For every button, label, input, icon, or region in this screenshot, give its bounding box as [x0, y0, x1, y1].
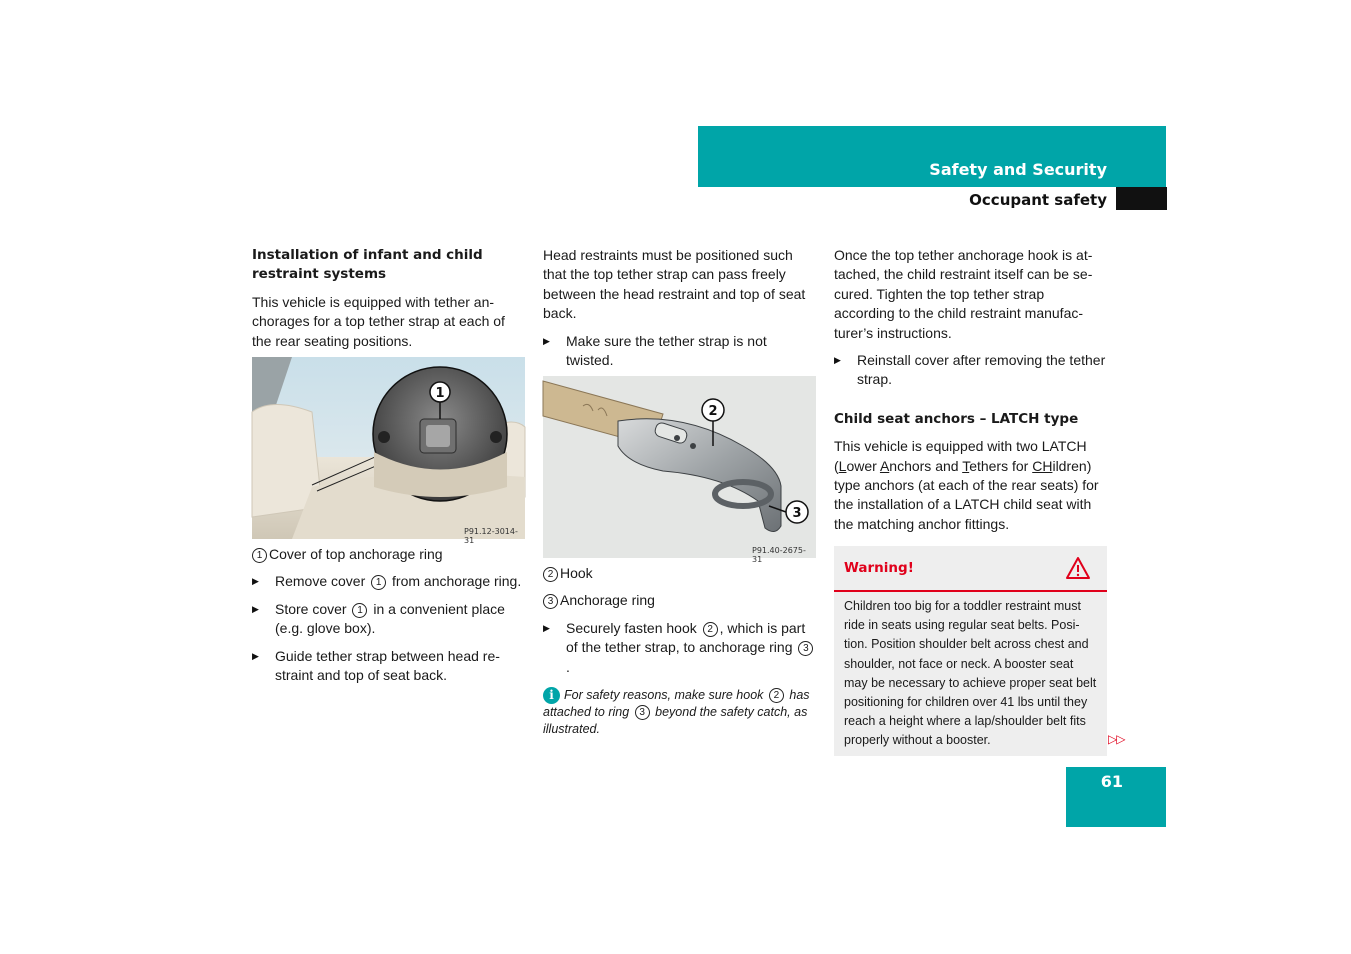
step-check-strap: ▶ Make sure the tether strap is not twisted. [543, 332, 817, 371]
step-text: , which is part of the tether strap, to anchorage ring [566, 619, 806, 656]
column-2-lower [543, 564, 817, 738]
info-text: beyond the safety catch, as illustrated. [543, 705, 808, 737]
latch-heading: Child seat anchors – LATCH type [834, 410, 1079, 427]
warning-header [834, 546, 1107, 592]
step-remove-cover [252, 572, 526, 591]
column-2 [543, 246, 817, 378]
legend-item-2 [543, 564, 817, 583]
hook-illustration [543, 376, 816, 558]
intro-paragraph: Head restraints must be positioned such that the top tether strap can pass freely between the head restraint and top of seat back. [543, 247, 806, 322]
intro-paragraph: Once the top tether anchorage hook is at-tached, the child restraint itself can be se-cured. Tighten the top tether strap according to the child restraint manufac-turer’s instructions. [834, 247, 1093, 341]
latch-text: ethers for [969, 457, 1033, 474]
column-3 [834, 246, 1108, 542]
section-title: Safety and Security [929, 160, 1107, 179]
column-1 [252, 246, 526, 359]
warning-text: Children too big for a toddler restraint must ride in seats using regular seat belts. Posi-tion. Position shoulder belt across chest and shoulder, not face or neck. A booster seat may be necessary to achieve proper seat belt positioning for children over 41 lbs until they reach a height where a lap/shoulder belt fits properly without a booster. [844, 599, 1097, 748]
callout-number: 1 [352, 603, 367, 618]
step-text: from anchorage ring. [392, 573, 522, 590]
callout-number: 3 [798, 641, 813, 656]
callout-number: 2 [703, 622, 718, 637]
section-heading: Installation of infant and child restraint systems [252, 247, 483, 283]
callout-number: 1 [252, 548, 267, 563]
latch-text: L [838, 457, 847, 474]
figure-hook [543, 376, 816, 564]
page-number: 61 [1100, 772, 1123, 791]
callout-number: 3 [543, 594, 558, 609]
latch-text: A [879, 457, 890, 474]
legend-item-1 [252, 545, 526, 564]
step-text: Securely fasten hook [566, 619, 697, 636]
svg-text:3: 3 [792, 506, 802, 521]
legend-text: Anchorage ring [560, 592, 655, 609]
legend-item-3 [543, 591, 817, 610]
callout-number: 2 [769, 688, 784, 703]
step-fasten-hook [543, 619, 817, 677]
warning-triangle-icon [1065, 556, 1091, 580]
step-text: . [566, 658, 570, 675]
step-guide-strap: ▶ Guide tether strap between head re-straint and top of seat back. [252, 647, 526, 686]
figure-code: P91.12-3014-31 [464, 527, 518, 545]
step-text: in a convenient place (e.g. glove box). [275, 600, 505, 637]
step-text: Remove cover [275, 573, 366, 590]
intro-paragraph: This vehicle is equipped with tether an-chorages for a top tether strap at each of the rear seating positions. [252, 293, 505, 349]
step-text: Store cover [275, 600, 347, 617]
callout-number: 2 [543, 567, 558, 582]
figure-code: P91.40-2675-31 [752, 546, 806, 564]
step-store-cover [252, 600, 526, 639]
warning-box [834, 546, 1107, 756]
subsection-marker [1116, 187, 1167, 210]
column-1-lower [252, 545, 526, 693]
latch-text: T [962, 457, 970, 474]
latch-text: CH [1032, 457, 1053, 474]
anchorage-cover-illustration [252, 357, 525, 539]
info-icon: i [543, 687, 560, 704]
legend-text: Cover of top anchorage ring [269, 546, 443, 562]
step-reinstall-cover: ▶ Reinstall cover after removing the tether strap. [834, 351, 1108, 390]
latch-text: ower [846, 457, 880, 474]
latch-text: nchors and [889, 457, 963, 474]
svg-text:1: 1 [435, 386, 445, 401]
warning-title: Warning! [844, 560, 914, 576]
figure-anchorage-cover [252, 357, 525, 545]
latch-text: ildren) type anchors (at each of the rear seats) for the installation of a LATCH child seat with the matching anchor fittings. [834, 457, 1099, 532]
latch-text: This vehicle is equipped with two LATCH ( [834, 438, 1087, 474]
info-text: has attached to ring [543, 688, 810, 720]
callout-number: 3 [635, 705, 650, 720]
subsection-title: Occupant safety [969, 191, 1107, 209]
info-text: For safety reasons, make sure hook [564, 688, 764, 703]
legend-text: Hook [560, 565, 593, 581]
continue-marker: ▷▷ [1108, 732, 1125, 746]
svg-text:2: 2 [708, 404, 718, 419]
info-note [543, 687, 817, 738]
latch-paragraph [834, 437, 1108, 534]
callout-number: 1 [371, 575, 386, 590]
